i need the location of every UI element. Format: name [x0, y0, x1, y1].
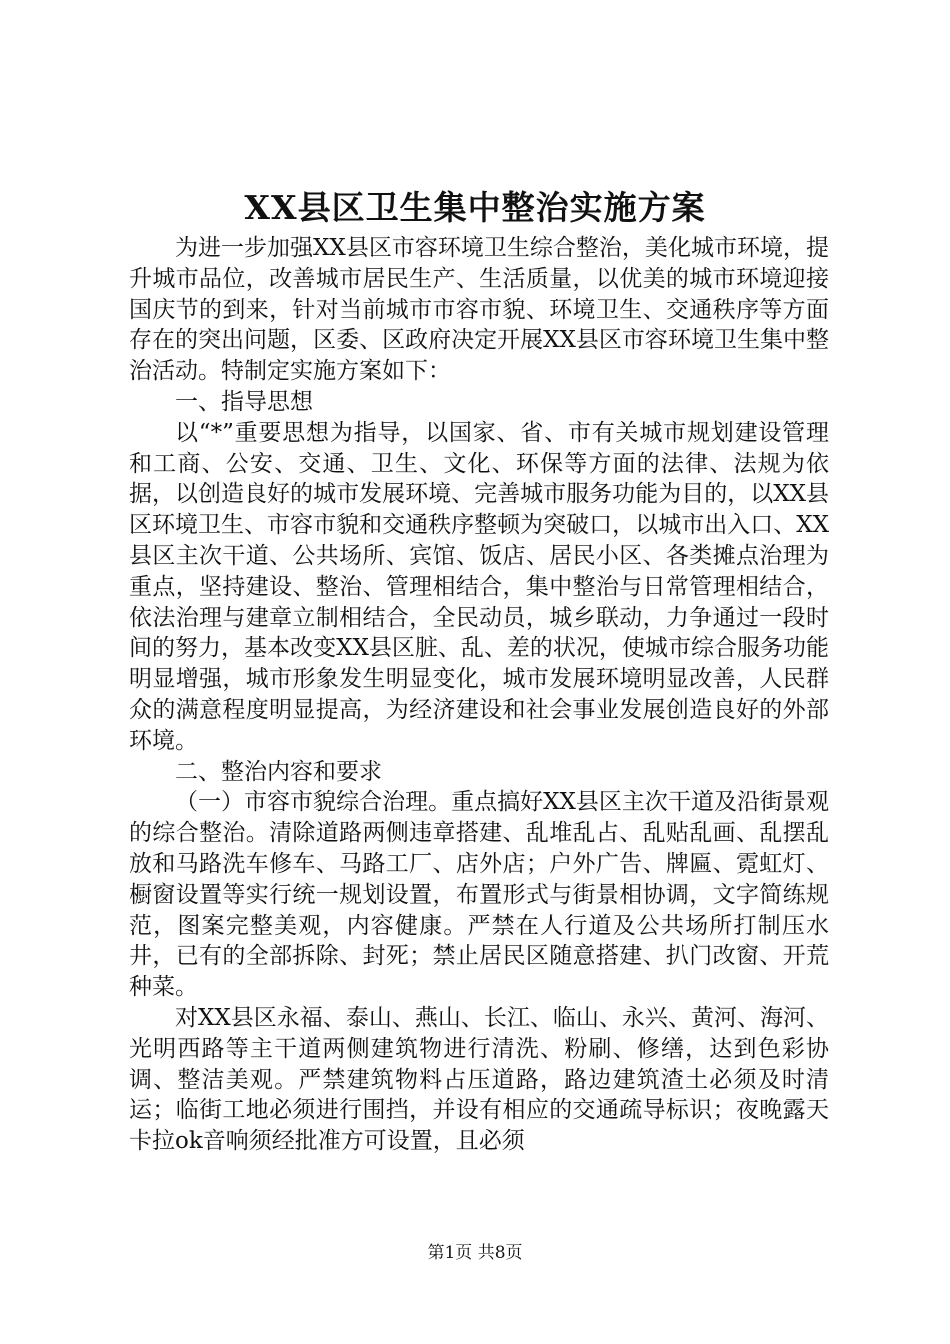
main-roads-paragraph: 对XX县区永福、泰山、燕山、长江、临山、永兴、黄河、海河、光明西路等主干道两侧建筑物进行清洗、粉刷、修缮，达到色彩协调、整洁美观。严禁建筑物料占压道路，路边建筑渣土必须及时清运；临街工地必须进行围挡，并设有相应的交通疏导标识；夜晚露天卡拉ok音响须经批准方可设置，且必须: [129, 1004, 829, 1155]
intro-paragraph: 为进一步加强XX县区市容环境卫生综合整治，美化城市环境，提升城市品位，改善城市居民生产、生活质量，以优美的城市环境迎接国庆节的到来，针对当前城市市容市貌、环境卫生、交通秩序等方面存在的突出问题，区委、区政府决定开展XX县区市容环境卫生集中整治活动。特制定实施方案如下：: [129, 235, 829, 385]
page-number-footer: 第1页 共8页: [427, 1243, 523, 1263]
document-body: [129, 233, 829, 1157]
document-title: XX县区卫生集中整治实施方案: [244, 188, 706, 227]
cityscape-governance-paragraph: （一）市容市貌综合治理。重点搞好XX县区主次干道及沿街景观的综合整治。清除道路两侧违章搭建、乱堆乱占、乱贴乱画、乱摆乱放和马路洗车修车、马路工厂、店外店；户外广告、牌匾、霓虹灯、橱窗设置等实行统一规划设置，布置形式与街景相协调，文字简练规范，图案完整美观，内容健康。严禁在人行道及公共场所打制压水井，已有的全部拆除、封死；禁止居民区随意搭建、扒门改窗、开荒种菜。: [129, 789, 829, 1001]
guiding-ideology-paragraph: 以“*”重要思想为指导，以国家、省、市有关城市规划建设管理和工商、公安、交通、卫生、文化、环保等方面的法律、法规为依据，以创造良好的城市发展环境、完善城市服务功能为目的，以XX县区环境卫生、市容市貌和交通秩序整顿为突破口，以城市出入口、XX县区主次干道、公共场所、宾馆、饭店、居民小区、各类摊点治理为重点，坚持建设、整治、管理相结合，集中整治与日常管理相结合，依法治理与建章立制相结合，全民动员，城乡联动，力争通过一段时间的努力，基本改变XX县区脏、乱、差的状况，使城市综合服务功能明显增强，城市形象发生明显变化，城市发展环境明显改善，人民群众的满意程度明显提高，为经济建设和社会事业发展创造良好的外部环境。: [129, 419, 829, 754]
section-heading-guiding-ideology: 一、指导思想: [175, 388, 313, 415]
section-heading-content-requirements: 二、整治内容和要求: [175, 758, 382, 785]
